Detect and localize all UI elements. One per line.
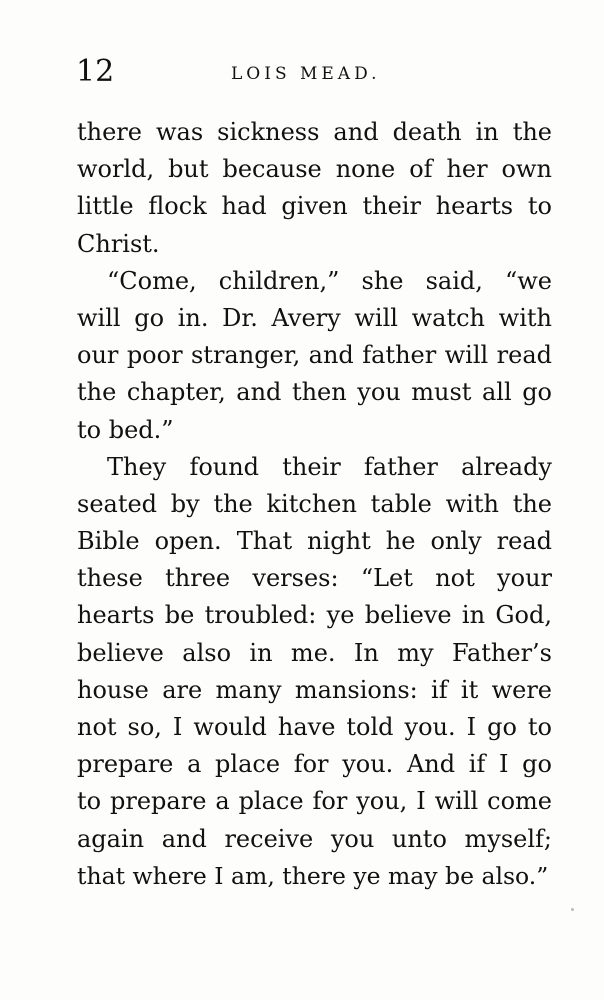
page-number: 12 bbox=[76, 54, 115, 89]
text-line: prepare a place for you. And if I go bbox=[77, 750, 552, 779]
text-line: house are many mansions: if it were bbox=[77, 675, 552, 704]
text-line: little flock had given their hearts to bbox=[77, 192, 552, 221]
text-line: to prepare a place for you, I will come bbox=[77, 787, 552, 816]
book-title: LOIS MEAD. bbox=[231, 64, 381, 84]
text-line: believe also in me. In my Father’s bbox=[77, 638, 552, 667]
text-line: these three verses: “Let not your bbox=[77, 564, 552, 593]
paragraph bbox=[77, 263, 552, 449]
running-head bbox=[76, 52, 556, 92]
text-line: Christ. bbox=[77, 229, 160, 258]
paragraph bbox=[77, 114, 552, 263]
paragraph bbox=[77, 449, 552, 895]
text-line: seated by the kitchen table with the bbox=[77, 489, 552, 518]
text-line: that where I am, there ye may be also.” bbox=[77, 861, 549, 890]
text-line: to bed.” bbox=[77, 415, 174, 444]
text-line: They found their father already bbox=[107, 452, 552, 481]
text-line: not so, I would have told you. I go to bbox=[77, 713, 552, 741]
text-line: there was sickness and death in the bbox=[77, 118, 552, 146]
text-line: hearts be troubled: ye believe in God, bbox=[77, 601, 552, 630]
text-line: again and receive you unto myself; bbox=[77, 824, 552, 853]
text-line: world, but because none of her own bbox=[77, 155, 552, 184]
text-line: Bible open. That night he only read bbox=[77, 527, 552, 556]
text-line: “Come, children,” she said, “we bbox=[107, 266, 552, 295]
text-line: our poor stranger, and father will read bbox=[77, 341, 552, 370]
text-line: the chapter, and then you must all go bbox=[77, 378, 552, 407]
body-text bbox=[77, 114, 552, 895]
text-line: will go in. Dr. Avery will watch with bbox=[77, 303, 552, 332]
print-speck bbox=[571, 908, 574, 911]
